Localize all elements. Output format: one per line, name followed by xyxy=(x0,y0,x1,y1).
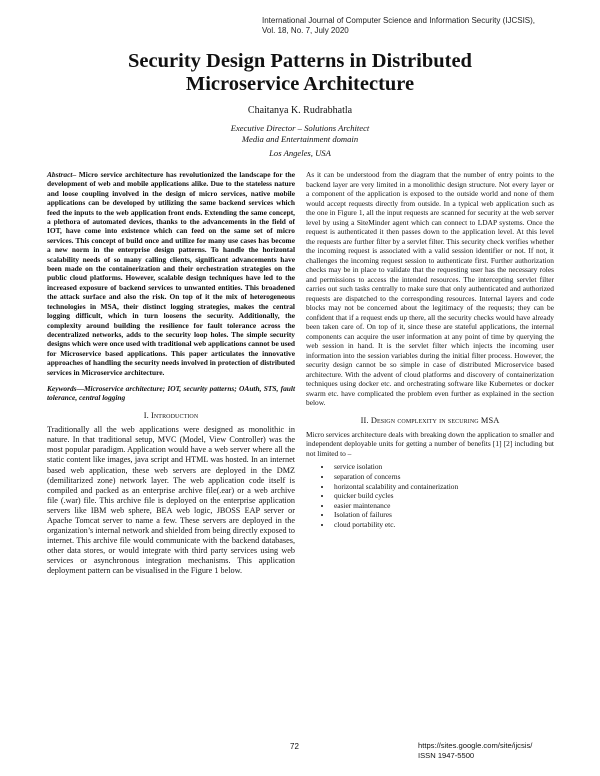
right-column xyxy=(306,170,554,530)
issn: ISSN 1947-5500 xyxy=(418,751,475,760)
journal-header xyxy=(262,16,562,36)
list-item: • Isolation of failures xyxy=(332,510,554,520)
introduction-text: Traditionally all the web applications were designed as monolithic in nature. In that traditional setup, MVC (Model, View Controller) was the most popular paradigm. Application would have a web server where all the static content like images, java script and HTML was hosted. In an internet based web application, these web servers are deployed in the DMZ (demilitarized zone) network layer. The web application code itself is compiled and packed as an enterprise archive file(.ear) or a web archive file (.war) file. This archive file is deployed on the enterprise application servers like IBM web sphere, BEA web logic, JBOSS EAP server or Apache Tomcat server to name a few. These servers are deployed in the organization’s internal network and shielded from being directly exposed to internet. This archive file would communicate with the backend databases, other data stores, or would integrate with third party services using web services or asynchronous integration mechanisms. This application deployment pattern can be visualised in the Figure 1 below. xyxy=(47,425,295,576)
section-heading-introduction xyxy=(47,411,295,420)
abstract-text: Micro service architecture has revolutionized the landscape for the development of web and mobile applications alike. Due to the stateless nature and loose coupling involved in the design of micro services, native mobile applications can be developed by utilizing the same backend services which feed the inputs to the web application front ends. Extending the same concept, a plethora of automated devices, thanks to the advancements in the field of IOT, have come into existence which can feed on the same set of micro services. This concept of build once and utilize for many use cases has become a new norm in the enterprise design patterns. To handle the horizontal scalability needs of so many calling clients, significant advancements have been made on the containerization and their orchestration strategies on the public cloud platforms. However, scalable design techniques have led to the increased exposure of backend services to unwanted entities. This broadened the attack surface and also the risk. On top of it the mix of heterogeneous technologies in MSA, their distinct logging strategies, makes the central logging difficult, which in turn loosens the security. Additionally, the complexity around building the resilience for fault tolerance across the decentralized networks, adds to the security loop holes. The simple security designs which were once used with traditional web applications cannot be used for Microservice based applications. This paper articulates the innovative approaches of handling the security needs involved in protection of distributed services in Microservice architecture. xyxy=(47,170,295,377)
journal-name: International Journal of Computer Science and Information Security (IJCSIS), xyxy=(262,16,536,25)
title-line-1: Security Design Patterns in Distributed xyxy=(128,50,472,72)
section2-text: Micro services architecture deals with breaking down the application to smaller and independent deployable units for getting a number of benefits [1] [2] including but not limited to – xyxy=(306,429,554,458)
section-title: Design complexity in securing MSA xyxy=(370,415,500,425)
author-location: Los Angeles, USA xyxy=(269,148,331,158)
right-paragraph: As it can be understood from the diagram that the number of entry points to the backend layer are very limited in a monolithic design structure. Not every layer or a component of the application is exposed to the outside world and none of them would accept requests directly from outside. In a typical web application such as the one in Figure 1, all the input requests are scanned for security at the web server level by using a SiteMinder agent which can connect to LDAP systems. Once the request is authenticated it then passes down to the application level. At this level the requests are further filter by a servlet filter. This security check verifies whether the incoming request is associated with a valid session identifier or not. If not, it challenges the incoming request session to authenticate first. Further authorization checks may be in place to validate that the requesting user has the necessary roles and permissions to access the intended resources. The intercepting servlet filter carries out such tasks centrally to make sure that only authenticated and authorized requests are dispatched to the corresponding resources. Internal layers and code blocks may not be concerned about the legitimacy of the requests; they can be confident that if a request ends up there, all the security checks would have already been taken care of. On top of it, since these are stateful applications, the internal components can acquire the user information at any point of time by querying the web session in hand. It is the servlet filter which injects the incoming user information into the session variables during the initial filter process. However, the security design cannot be so simple in case of distributed Microservice based architecture. With the advent of cloud platforms and discovery of containerization techniques using docker etc. and orchestrating software like Kubernetes or docker swarm etc. have complicated the problem even further as explained in the section below. xyxy=(306,170,554,407)
page-number: 72 xyxy=(290,742,299,751)
section-number: II. xyxy=(360,415,369,425)
abstract xyxy=(47,170,295,377)
left-column xyxy=(47,170,295,577)
benefits-list xyxy=(306,462,554,529)
list-item: • separation of concerns xyxy=(332,472,554,482)
title-line-2: Microservice Architecture xyxy=(185,73,415,95)
author-affiliation xyxy=(40,123,560,159)
list-item: • cloud portability etc. xyxy=(332,520,554,530)
list-item: • easier maintenance xyxy=(332,501,554,511)
abstract-label: Abstract– xyxy=(47,170,77,179)
section-heading-design-complexity xyxy=(306,416,554,425)
list-item: • horizontal scalability and containerization xyxy=(332,482,554,492)
author-domain: Media and Entertainment domain xyxy=(241,134,359,144)
journal-url[interactable]: https://sites.google.com/site/ijcsis/ xyxy=(418,741,533,750)
list-item: • quicker build cycles xyxy=(332,491,554,501)
keywords: Keywords—Microservice architecture; IOT, security patterns; OAuth, STS, fault tolerance, central logging xyxy=(47,383,295,403)
section-title: Introduction xyxy=(150,410,199,420)
paper-title xyxy=(40,50,560,96)
list-item: • service isolation xyxy=(332,462,554,472)
journal-issue: Vol. 18, No. 7, July 2020 xyxy=(262,26,349,35)
author-name: Chaitanya K. Rudrabhatla xyxy=(247,105,353,116)
author-role: Executive Director – Solutions Architect xyxy=(230,123,370,133)
section-number: I. xyxy=(143,410,149,420)
footer-info xyxy=(418,741,568,761)
